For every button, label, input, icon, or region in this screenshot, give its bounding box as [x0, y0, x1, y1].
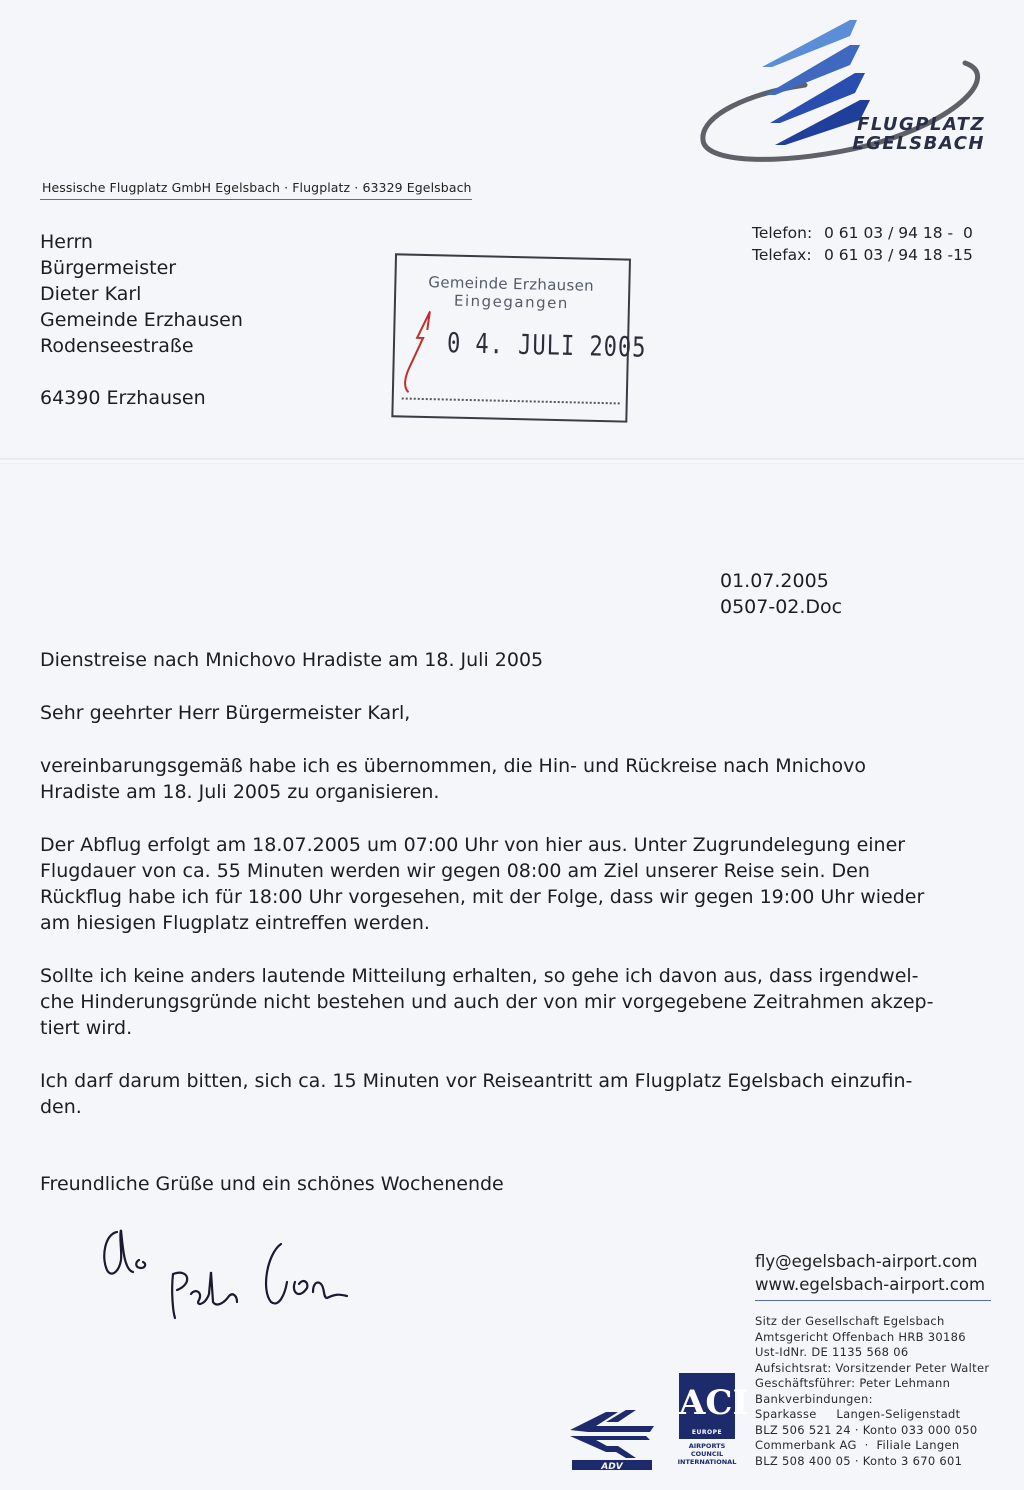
aci-logo — [673, 1373, 749, 1466]
recipient-line: Bürgermeister — [40, 257, 177, 279]
stamp-frame — [391, 253, 647, 422]
telefax-row — [752, 244, 973, 266]
aci-region: EUROPE — [691, 1429, 723, 1436]
contact-underline — [755, 1300, 991, 1301]
paragraph-line: Flugdauer von ca. 55 Minuten werden wir gegen 08:00 am Ziel unserer Reise sein. Den — [40, 860, 870, 882]
contact-block — [755, 1250, 985, 1296]
contact-website[interactable]: www.egelsbach-airport.com — [755, 1275, 986, 1294]
salutation: Sehr geehrter Herr Bürgermeister Karl, — [40, 702, 411, 724]
telefon-label: Telefon: — [752, 224, 813, 242]
telefon-row — [752, 222, 973, 244]
letter-subject: Dienstreise nach Mnichovo Hradiste am 18. Juli 2005 — [40, 649, 544, 671]
legal-line: Sparkasse Langen-Seligenstadt — [755, 1407, 961, 1421]
paper-fold — [0, 458, 1024, 464]
logo-line-1: FLUGPLATZ — [857, 114, 985, 135]
sender-underline — [40, 199, 472, 200]
recipient-line: Gemeinde Erzhausen — [40, 309, 243, 331]
logo-line-2: EGELSBACH — [852, 133, 985, 154]
legal-line: Geschäftsführer: Peter Lehmann — [755, 1376, 951, 1390]
legal-line: BLZ 508 400 05 · Konto 3 670 601 — [755, 1453, 963, 1468]
aci-caption-2: INTERNATIONAL — [677, 1458, 737, 1466]
legal-line: Aufsichtsrat: Vorsitzender Peter Walter — [755, 1360, 990, 1375]
signature-icon — [95, 1222, 375, 1332]
document-number: 0507-02.Doc — [720, 596, 843, 618]
telefax-label: Telefax: — [752, 246, 812, 264]
letter-date: 01.07.2005 — [720, 570, 829, 592]
address-spacer — [40, 359, 243, 385]
adv-logo — [566, 1402, 656, 1476]
stamp-received-label: Eingegangen — [453, 291, 570, 313]
legal-line: Sitz der Gesellschaft Egelsbach — [755, 1314, 945, 1328]
adv-logo-text: ADV — [601, 1462, 623, 1472]
legal-line: Commerbank AG · Filiale Langen — [755, 1438, 960, 1452]
paragraph-2 — [40, 832, 924, 936]
aci-mark — [679, 1373, 749, 1439]
legal-line: Bankverbindungen: — [755, 1391, 873, 1406]
paragraph-1 — [40, 753, 866, 805]
legal-line: Ust-IdNr. DE 1135 568 06 — [755, 1345, 909, 1359]
recipient-line: Rodenseestraße — [40, 335, 194, 357]
stamp-municipality: Gemeinde Erzhausen — [428, 273, 595, 295]
received-stamp — [391, 253, 647, 436]
paragraph-line: Hradiste am 18. Juli 2005 zu organisieren. — [40, 781, 440, 803]
letter-meta — [720, 568, 842, 620]
recipient-line: Herrn — [40, 231, 93, 253]
paragraph-line: Sollte ich keine anders lautende Mitteilung erhalten, so gehe ich davon aus, dass irgendwel- — [40, 965, 919, 987]
telefon-value: 0 61 03 / 94 18 - 0 — [824, 224, 973, 242]
paragraph-3 — [40, 963, 933, 1041]
aci-letters: ACI — [679, 1383, 749, 1423]
closing-line: Freundliche Grüße und ein schönes Wochenende — [40, 1173, 504, 1195]
flugplatz-logo — [700, 15, 1000, 185]
contact-email[interactable]: fly@egelsbach-airport.com — [755, 1252, 978, 1271]
paragraph-line: den. — [40, 1096, 82, 1118]
paragraph-line: vereinbarungsgemäß habe ich es übernommen, die Hin- und Rückreise nach Mnichovo — [40, 755, 866, 777]
legal-line: Amtsgericht Offenbach HRB 30186 — [755, 1329, 966, 1344]
telefax-value: 0 61 03 / 94 18 -15 — [824, 246, 973, 264]
handwritten-signature — [95, 1222, 375, 1336]
recipient-line: Dieter Karl — [40, 283, 142, 305]
paragraph-line: tiert wird. — [40, 1017, 133, 1039]
paragraph-line: Der Abflug erfolgt am 18.07.2005 um 07:00 Uhr von hier aus. Unter Zugrundelegung einer — [40, 834, 906, 856]
paragraph-line: am hiesigen Flugplatz eintreffen werden. — [40, 912, 430, 934]
handwritten-mark-icon — [396, 307, 438, 398]
stamp-date: 0 4. JULI 2005 — [446, 328, 647, 365]
company-legal-info — [755, 1314, 989, 1469]
paragraph-line: Rückflug habe ich für 18:00 Uhr vorgesehen, mit der Folge, dass wir gegen 19:00 Uhr wieder — [40, 886, 925, 908]
paragraph-line: che Hinderungsgründe nicht bestehen und auch der von mir vorgegebene Zeitrahmen akzep- — [40, 991, 934, 1013]
aci-caption-1: AIRPORTS COUNCIL — [688, 1442, 726, 1458]
logo-graphic — [700, 15, 1000, 185]
stamp-dotted-line — [402, 397, 620, 404]
recipient-address — [40, 229, 243, 411]
paragraph-4 — [40, 1068, 912, 1120]
sender-return-address: Hessische Flugplatz GmbH Egelsbach · Flugplatz · 63329 Egelsbach — [42, 180, 472, 195]
phone-block — [752, 222, 973, 266]
adv-logo-icon — [566, 1402, 656, 1472]
recipient-city: 64390 Erzhausen — [40, 387, 206, 409]
paragraph-line: Ich darf darum bitten, sich ca. 15 Minuten vor Reiseantritt am Flugplatz Egelsbach einzufin- — [40, 1070, 913, 1092]
legal-line: BLZ 506 521 24 · Konto 033 000 050 — [755, 1422, 978, 1437]
